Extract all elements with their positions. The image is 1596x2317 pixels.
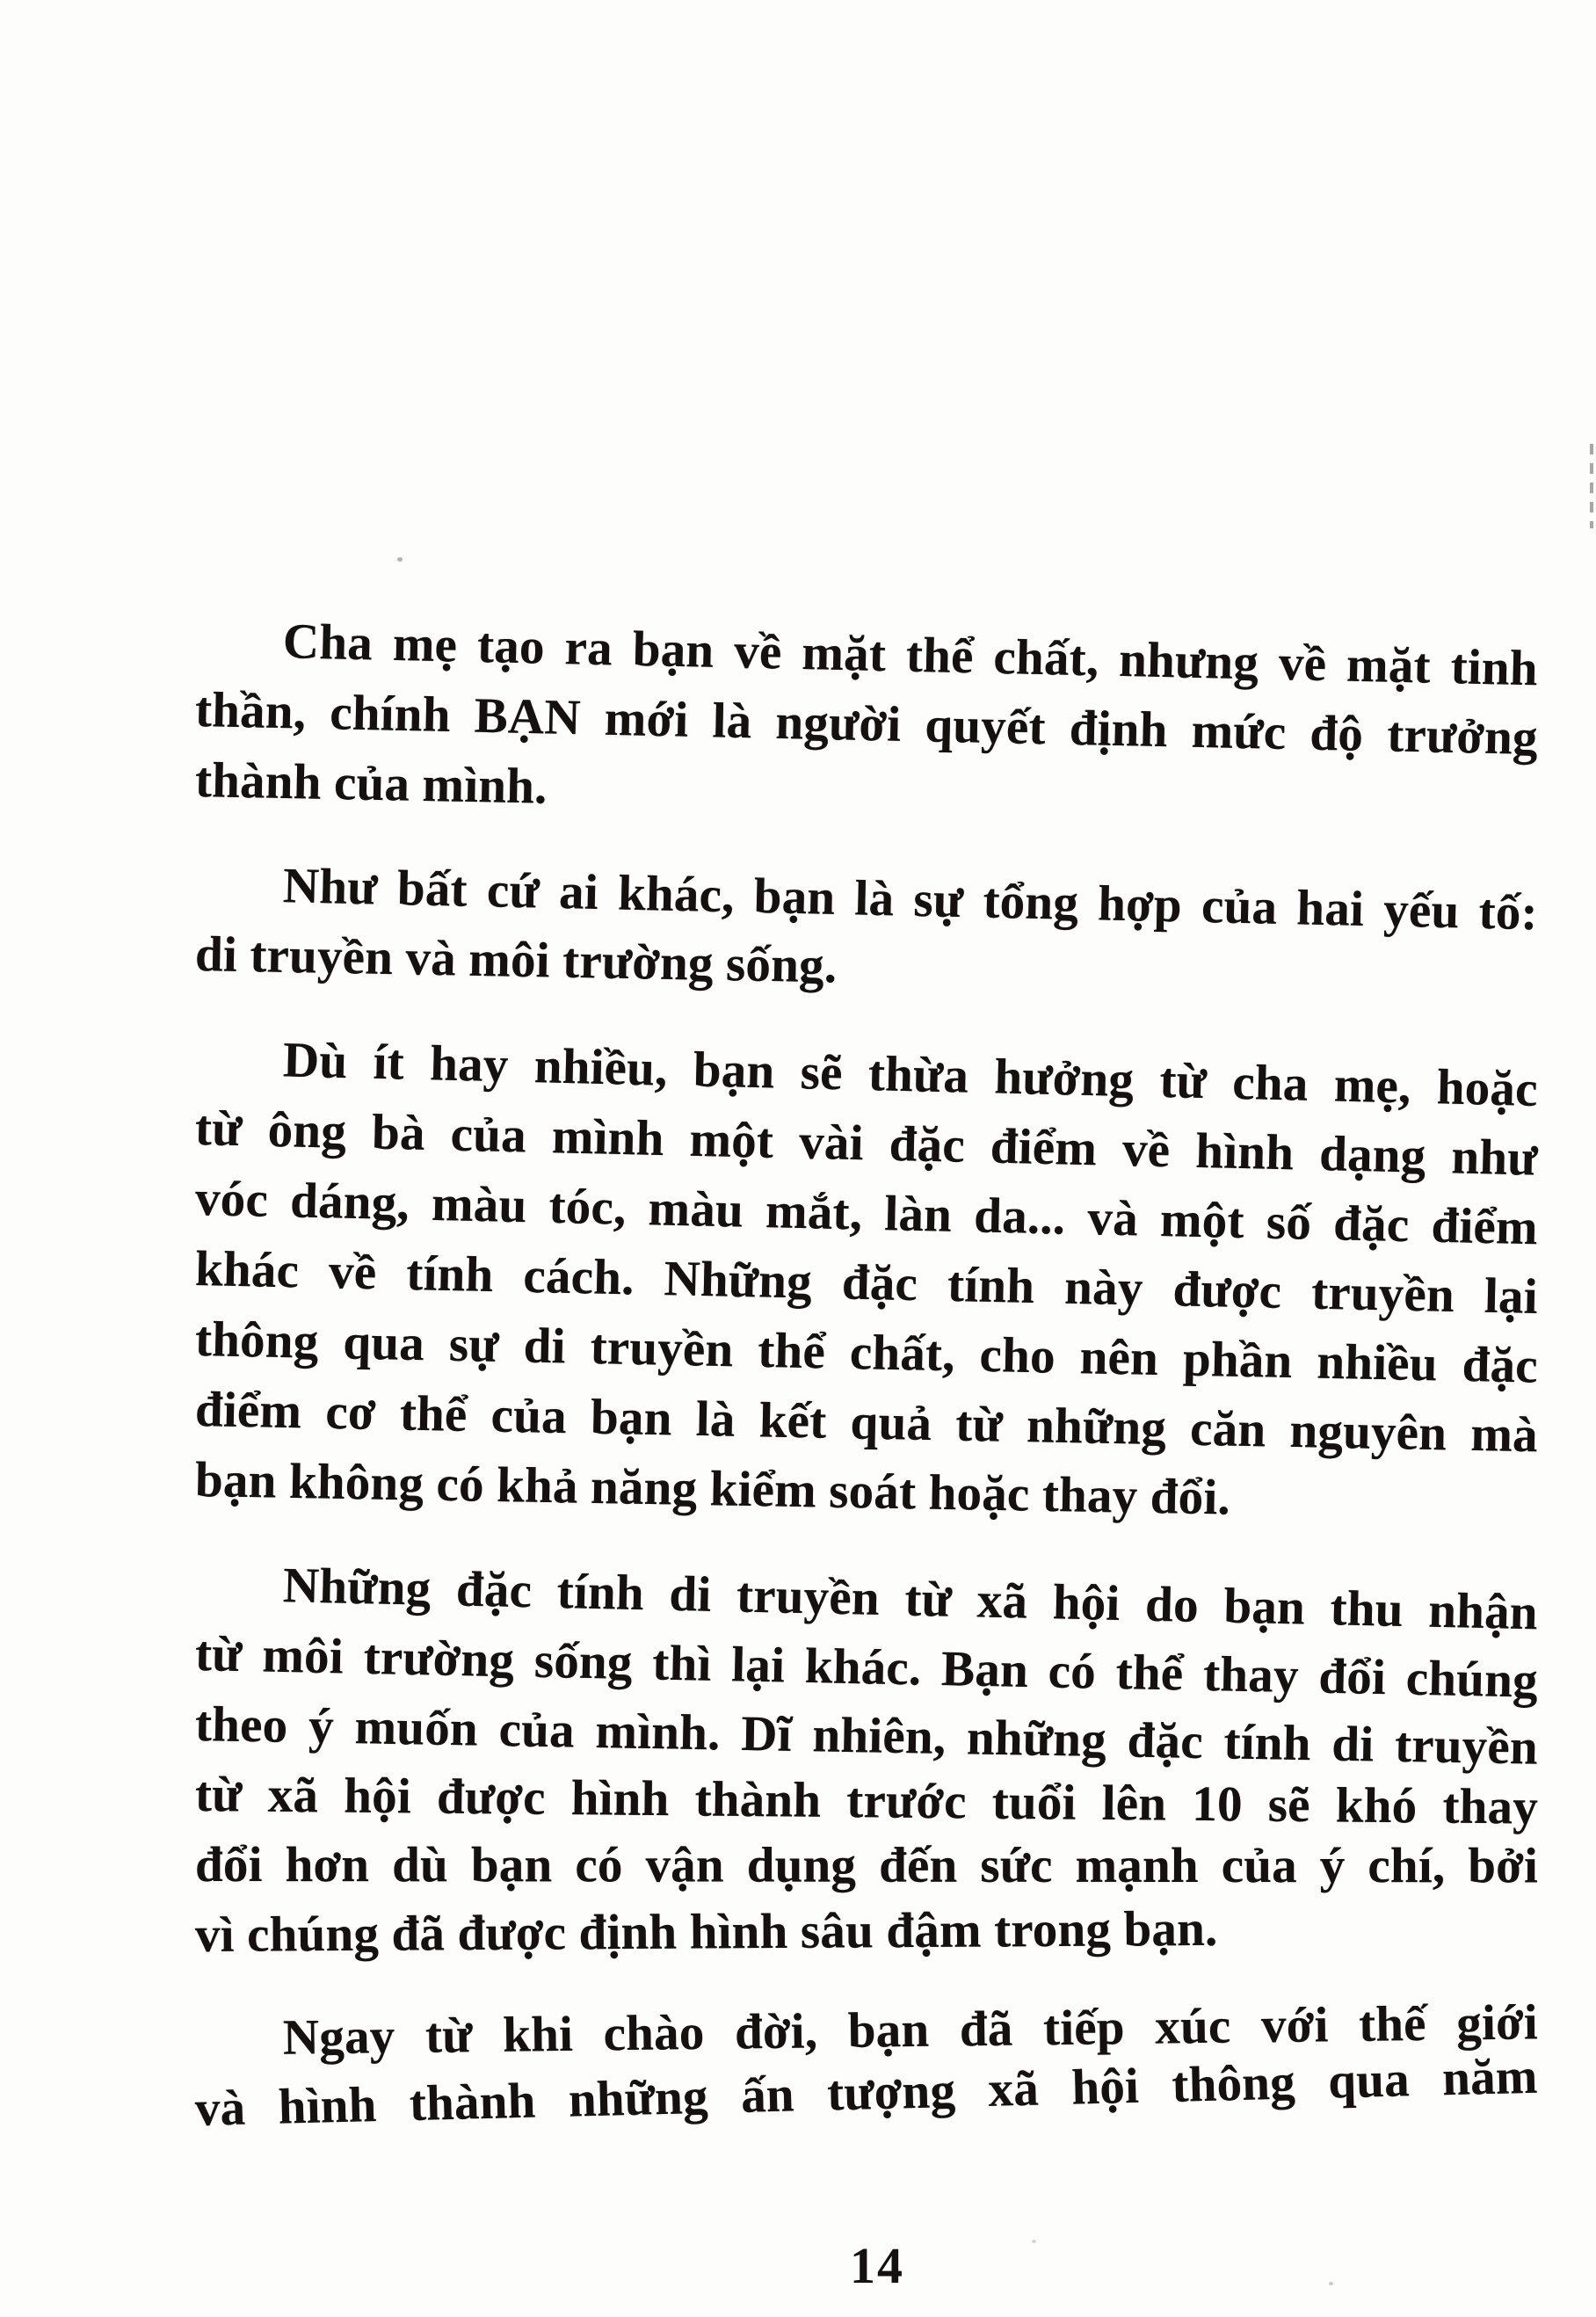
text-line: từ môi trường sống thì lại khác. Bạn có thể thay đổi chúng xyxy=(194,1626,1539,1709)
text-line: thần, chính BẠN mới là người quyết định mức độ trưởng xyxy=(194,682,1539,766)
text-line: và hình thành những ấn tượng xã hội thông qua năm xyxy=(194,2048,1539,2137)
text-line: thành của mình. xyxy=(194,752,548,815)
text-line: Những đặc tính di truyền từ xã hội do bạn thu nhận xyxy=(282,1558,1539,1641)
text-line: khác về tính cách. Những đặc tính này được truyền lại xyxy=(194,1241,1539,1325)
text-line: vì chúng đã được định hình sâu đậm trong bạn. xyxy=(194,1900,1218,1963)
text-line: thông qua sự di truyền thể chất, cho nên phần nhiều đặc xyxy=(194,1311,1539,1394)
paragraph xyxy=(194,1994,1539,2145)
scan-speck xyxy=(1329,2282,1333,2285)
text-line: theo ý muốn của mình. Dĩ nhiên, những đặc tính di truyền xyxy=(194,1696,1539,1776)
paragraph xyxy=(195,605,1538,816)
scan-edge-artifact xyxy=(1590,444,1593,528)
text-line: di truyền và môi trường sống. xyxy=(194,926,838,994)
paragraph xyxy=(195,1549,1538,1971)
scan-speck xyxy=(1032,2240,1036,2243)
text-line: Cha mẹ tạo ra bạn về mặt thể chất, nhưng về mặt tinh xyxy=(282,614,1539,697)
text-line: vóc dáng, màu tóc, màu mắt, làn da... và một số đặc điểm xyxy=(194,1171,1539,1256)
text-line: Như bất cứ ai khác, bạn là sự tổng hợp của hai yếu tố: xyxy=(282,858,1539,941)
text-line: Dù ít hay nhiều, bạn sẽ thừa hưởng từ cha mẹ, hoặc xyxy=(282,1032,1539,1117)
text-line: Ngay từ khi chào đời, bạn đã tiếp xúc với thế giới xyxy=(282,1994,1539,2066)
text-line: từ xã hội được hình thành trước tuổi lên 10 sẽ khó thay xyxy=(194,1767,1539,1835)
text-line: đổi hơn dù bạn có vận dụng đến sức mạnh của ý chí, bởi xyxy=(194,1837,1539,1894)
text-block xyxy=(195,605,1538,2145)
paragraph xyxy=(194,1023,1539,1526)
text-line: bạn không có khả năng kiểm soát hoặc thay đổi. xyxy=(194,1452,1231,1526)
page-number: 14 xyxy=(850,2237,904,2294)
text-line: điểm cơ thể của bạn là kết quả từ những căn nguyên mà xyxy=(194,1382,1539,1464)
text-line: từ ông bà của mình một vài đặc điểm về hình dạng như xyxy=(194,1100,1539,1187)
scan-speck xyxy=(397,557,403,562)
paragraph xyxy=(194,849,1539,994)
